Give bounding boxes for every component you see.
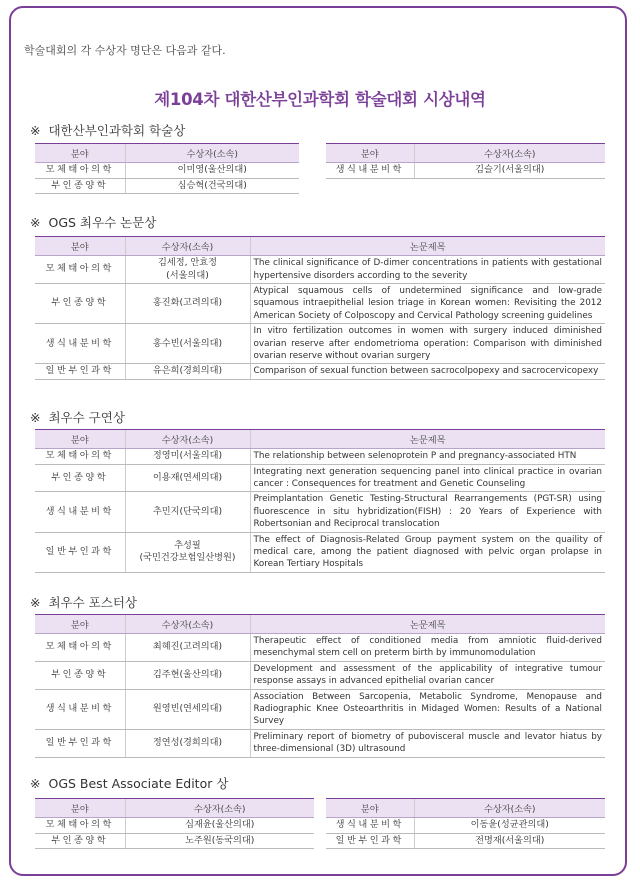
oral-award-table — [35, 429, 605, 573]
field-cell: 일반부인과학 — [35, 532, 125, 572]
award-row — [35, 634, 605, 662]
header-winner: 수상자(소속) — [125, 144, 299, 163]
winner-cell: 전명재(서울의대) — [414, 833, 605, 849]
award-row — [35, 256, 605, 284]
winner-cell: 심승혁(건국의대) — [125, 178, 299, 194]
field-cell: 생식내분비학 — [35, 492, 125, 532]
winner-cell: 최혜진(고려의대) — [125, 634, 250, 662]
paper-title-cell: Preliminary report of biometry of pubovisceral muscle and levator hiatus by three-dimensional (3D) ultrasound — [250, 729, 605, 757]
paper-title-cell: Comparison of sexual function between sacrocolpopexy and sacrocervicopexy — [250, 364, 605, 380]
header-winner: 수상자(소속) — [125, 799, 314, 818]
paper-title-cell: In vitro fertilization outcomes in women with surgery induced diminished ovarian reserve after endometrioma operation: Comparison with diminished ovarian reserve without ovarian surgery — [250, 324, 605, 364]
field-cell: 부인종양학 — [35, 284, 125, 324]
header-paper: 논문제목 — [250, 615, 605, 634]
paper-title-cell: The effect of Diagnosis-Related Group payment system on the quaility of medical care, among the patient diagnosed with pelvic organ prolapse in Korean Tertiary Hospitals — [250, 532, 605, 572]
winner-cell: 이용재(연세의대) — [125, 464, 250, 492]
header-field: 분야 — [35, 144, 125, 163]
field-cell: 부인종양학 — [35, 661, 125, 689]
award-row — [35, 729, 605, 757]
winner-cell: 이동윤(성균관의대) — [414, 818, 605, 834]
award-row — [35, 833, 314, 849]
field-cell: 모체태아의학 — [35, 163, 125, 179]
field-cell: 부인종양학 — [35, 833, 125, 849]
field-cell: 일반부인과학 — [35, 729, 125, 757]
field-cell: 부인종양학 — [35, 178, 125, 194]
winner-cell: 김세정, 안효정 (서울의대) — [125, 256, 250, 284]
page-title: 제104차 대한산부인과학회 학술대회 시상내역 — [154, 90, 486, 109]
award-row — [35, 464, 605, 492]
winner-cell: 정영미(서울의대) — [125, 449, 250, 465]
field-cell: 모체태아의학 — [35, 256, 125, 284]
award-row — [35, 661, 605, 689]
winner-cell: 심재윤(울산의대) — [125, 818, 314, 834]
editor-award-table-right — [326, 798, 605, 849]
field-cell: 모체태아의학 — [35, 818, 125, 834]
winner-cell: 유은희(경희의대) — [125, 364, 250, 380]
header-winner: 수상자(소속) — [414, 144, 605, 163]
award-row — [326, 163, 605, 179]
award-row — [35, 532, 605, 572]
header-paper: 논문제목 — [250, 237, 605, 256]
poster-award-table — [35, 614, 605, 758]
award-row — [35, 492, 605, 532]
section-title-ogs-paper-award: ※ OGS 최우수 논문상 — [30, 215, 157, 230]
section-title-society-award: ※ 대한산부인과학회 학술상 — [30, 123, 186, 138]
section-title-oral-award: ※ 최우수 구연상 — [30, 410, 125, 425]
award-row — [35, 364, 605, 380]
winner-cell: 이미영(울산의대) — [125, 163, 299, 179]
header-winner: 수상자(소속) — [125, 615, 250, 634]
header-winner: 수상자(소속) — [414, 799, 605, 818]
field-cell: 생식내분비학 — [326, 163, 414, 179]
winner-cell: 홍진화(고려의대) — [125, 284, 250, 324]
header-field: 분야 — [326, 799, 414, 818]
field-cell: 모체태아의학 — [35, 634, 125, 662]
intro-text: 학술대회의 각 수상자 명단은 다음과 같다. — [24, 44, 226, 57]
field-cell: 일반부인과학 — [35, 364, 125, 380]
field-cell: 생식내분비학 — [35, 324, 125, 364]
header-field: 분야 — [35, 615, 125, 634]
winner-cell: 정연성(경희의대) — [125, 729, 250, 757]
paper-title-cell: Therapeutic effect of conditioned media from amniotic fluid-derived mesenchymal stem cell on preterm birth by immunomodulation — [250, 634, 605, 662]
award-row — [35, 284, 605, 324]
ogs-paper-award-table — [35, 236, 605, 380]
paper-title-cell: Development and assessment of the applicability of integrative tumour response assays in advanced epithelial ovarian cancer — [250, 661, 605, 689]
winner-cell: 김슬기(서울의대) — [414, 163, 605, 179]
header-field: 분야 — [35, 799, 125, 818]
winner-cell: 원영빈(연세의대) — [125, 689, 250, 729]
header-winner: 수상자(소속) — [125, 237, 250, 256]
section-title-poster-award: ※ 최우수 포스터상 — [30, 595, 137, 610]
award-row — [326, 833, 605, 849]
paper-title-cell: The clinical significance of D-dimer concentrations in patients with gestational hypertensive disorders according to the severity — [250, 256, 605, 284]
award-row — [35, 449, 605, 465]
editor-award-table-left — [35, 798, 314, 849]
award-row — [35, 178, 299, 194]
header-field: 분야 — [326, 144, 414, 163]
winner-cell: 홍수빈(서울의대) — [125, 324, 250, 364]
paper-title-cell: Association Between Sarcopenia, Metabolic Syndrome, Menopause and Radiographic Knee Osteoarthritis in Midaged Women: Results of a National Survey — [250, 689, 605, 729]
paper-title-cell: Preimplantation Genetic Testing-Structural Rearrangements (PGT-SR) using fluorescence in situ hybridization(FISH) : 20 Years of Experience with Robertsonian and Reciprocal translocation — [250, 492, 605, 532]
winner-cell: 김주현(울산의대) — [125, 661, 250, 689]
header-winner: 수상자(소속) — [125, 430, 250, 449]
header-paper: 논문제목 — [250, 430, 605, 449]
award-row — [35, 324, 605, 364]
paper-title-cell: The relationship between selenoprotein P and pregnancy-associated HTN — [250, 449, 605, 465]
paper-title-cell: Integrating next generation sequencing panel into clinical practice in ovarian cancer : Consequences for treatment and Genetic Counseling — [250, 464, 605, 492]
section-title-editor-award: ※ OGS Best Associate Editor 상 — [30, 776, 229, 791]
field-cell: 일반부인과학 — [326, 833, 414, 849]
header-field: 분야 — [35, 430, 125, 449]
header-field: 분야 — [35, 237, 125, 256]
winner-cell: 추성필 (국민건강보험일산병원) — [125, 532, 250, 572]
field-cell: 부인종양학 — [35, 464, 125, 492]
winner-cell: 추민지(단국의대) — [125, 492, 250, 532]
award-row — [326, 818, 605, 834]
award-row — [35, 818, 314, 834]
paper-title-cell: Atypical squamous cells of undetermined significance and low-grade squamous intraepithelial lesion triage in Korean women: Revisiting the 2012 American Society of Colposcopy and Cervical Pathology screening guidelines — [250, 284, 605, 324]
field-cell: 모체태아의학 — [35, 449, 125, 465]
society-award-table-right — [326, 143, 605, 179]
award-row — [35, 163, 299, 179]
field-cell: 생식내분비학 — [35, 689, 125, 729]
field-cell: 생식내분비학 — [326, 818, 414, 834]
winner-cell: 노주원(동국의대) — [125, 833, 314, 849]
society-award-table-left — [35, 143, 299, 194]
award-row — [35, 689, 605, 729]
